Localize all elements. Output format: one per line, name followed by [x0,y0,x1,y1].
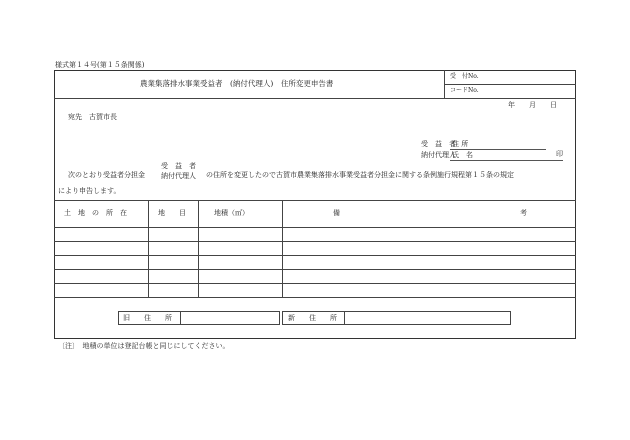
old-address-divider [180,311,181,325]
document-title: 農業集落排水事業受益者 (納付代理人) 住所変更申告書 [140,79,334,88]
addressee: 宛先 古賀市長 [68,113,117,121]
receipt-mid-line [444,84,576,85]
body-stack-bottom: 納付代理人 [161,172,196,180]
table-cell-area[interactable] [201,230,279,238]
new-address-label: 新 住 所 [288,314,337,322]
old-address-value[interactable] [184,315,278,323]
table-cell-lot[interactable] [151,258,195,266]
table-cell-location[interactable] [57,258,145,266]
table-cell-lot[interactable] [151,272,195,280]
table-cell-location[interactable] [57,230,145,238]
table-cell-location[interactable] [57,272,145,280]
table-cell-remarks[interactable] [285,244,573,252]
body-text: の住所を変更したので古賀市農業集落排水事業受益者分担金に関する条例施行規程第１５条の規定 [206,171,514,179]
form-number: 様式第１４号(第１５条関係) [55,61,145,69]
table-top-line [54,200,576,201]
table-row-line [54,255,576,256]
address-label: 住 所 [452,140,469,148]
title-divider [54,98,576,99]
receipt-number-label: 受 付No. [450,73,479,80]
seal-mark: 印 [556,150,563,158]
table-cell-area[interactable] [201,286,279,294]
table-col-divider [148,200,149,297]
table-cell-location[interactable] [57,286,145,294]
table-cell-area[interactable] [201,244,279,252]
table-bottom-line [54,297,576,298]
new-address-value[interactable] [348,315,508,323]
table-row-line [54,283,576,284]
table-col-divider [282,200,283,297]
body-stack-top: 受 益 者 [161,162,196,170]
table-cell-remarks[interactable] [285,258,573,266]
date-line: 年 月 日 [508,101,557,109]
table-col-divider [198,200,199,297]
new-address-divider [344,311,345,325]
table-cell-remarks[interactable] [285,272,573,280]
beneficiary-label: 受 益 者 [421,140,456,148]
body-prefix: 次のとおり受益者分担金 [68,171,145,179]
table-cell-area[interactable] [201,258,279,266]
header-remarks-1: 備 [333,209,340,217]
table-cell-lot[interactable] [151,244,195,252]
name-label: 氏 名 [452,151,473,159]
table-row-line [54,241,576,242]
table-cell-lot[interactable] [151,286,195,294]
table-cell-location[interactable] [57,244,145,252]
form-frame [54,70,576,339]
agent-label: 納付代理人 [421,151,456,159]
table-row-line [54,269,576,270]
table-header-line [54,227,576,228]
table-cell-remarks[interactable] [285,230,573,238]
body-text-line2: により申告します。 [58,187,121,195]
header-remarks-2: 考 [520,209,527,217]
table-cell-lot[interactable] [151,230,195,238]
address-underline[interactable] [450,149,546,150]
code-number-label: コードNo. [450,87,479,94]
header-lot-type: 地 目 [158,209,186,217]
table-cell-area[interactable] [201,272,279,280]
old-address-label: 旧 住 所 [123,314,172,322]
name-underline[interactable] [450,160,563,161]
footnote: 〔注〕 地積の単位は登記台帳と同じにしてください。 [58,342,230,350]
header-area: 地積（㎡） [214,209,249,217]
header-location: 土 地 の 所 在 [64,209,127,217]
table-cell-remarks[interactable] [285,286,573,294]
